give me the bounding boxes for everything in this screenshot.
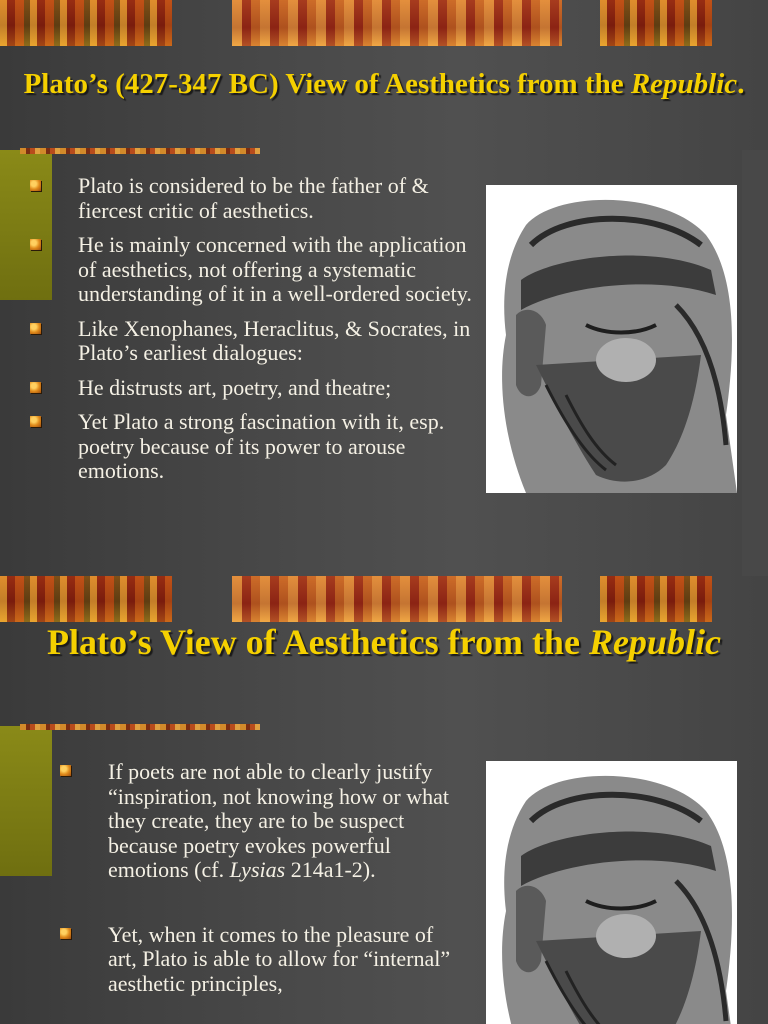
title-italic: Republic — [588, 622, 721, 662]
plato-bust-image — [486, 761, 737, 1024]
list-item — [28, 376, 478, 401]
decorative-banner-left — [0, 576, 172, 622]
list-item — [60, 923, 460, 997]
bullet-square-icon — [30, 239, 41, 250]
decorative-banner-right — [600, 576, 712, 622]
bullet-square-icon — [30, 416, 41, 427]
slide-1-title — [0, 66, 768, 102]
plato-bust-icon — [486, 185, 737, 493]
bullet-text-suffix: 214a1-2). — [285, 857, 376, 882]
decorative-banner-center — [232, 0, 562, 46]
title-text: Plato’s (427-347 BC) View of Aesthetics from the — [23, 68, 631, 100]
list-item — [28, 317, 478, 366]
title-divider — [20, 724, 260, 730]
list-item — [28, 233, 478, 307]
bullet-italic-text: Lysias — [229, 857, 286, 882]
bullet-square-icon — [30, 323, 41, 334]
slide-2-bullet-list — [60, 760, 460, 996]
bullet-square-icon — [60, 928, 71, 939]
bullet-text: Like Xenophanes, Heraclitus, & Socrates, in Plato’s earliest dialogues: — [78, 315, 471, 365]
bullet-text: Plato is considered to be the father of & fiercest critic of aesthetics. — [78, 173, 429, 223]
right-shade — [742, 150, 768, 576]
bullet-text: Yet Plato a strong fascination with it, esp. poetry because of its power to arouse emotions. — [78, 409, 445, 483]
decorative-banner-left — [0, 0, 172, 46]
bullet-square-icon — [60, 765, 71, 776]
sidebar-olive-strip — [0, 726, 52, 876]
list-item — [28, 174, 478, 223]
decorative-banner-center — [232, 576, 562, 622]
title-divider — [20, 148, 260, 154]
bullet-text: He is mainly concerned with the application of aesthetics, not offering a systematic understanding of it in a well-ordered society. — [78, 232, 472, 306]
list-item — [60, 760, 460, 883]
bullet-square-icon — [30, 382, 41, 393]
slide-2-title — [0, 620, 768, 665]
plato-bust-icon — [486, 761, 737, 1024]
bullet-text: Yet, when it comes to the pleasure of art, Plato is able to allow for “internal” aesthetic principles, — [108, 921, 451, 996]
slide-1-bullet-list — [28, 174, 478, 484]
title-text: Plato’s View of Aesthetics from the — [47, 622, 589, 662]
bullet-text: He distrusts art, poetry, and theatre; — [78, 374, 392, 400]
slide-2 — [0, 576, 768, 1024]
bullet-square-icon — [30, 180, 41, 191]
title-italic: Republic — [630, 68, 738, 100]
bullet-text: If poets are not able to clearly justify “inspiration, not knowing how or what they create, they are to be suspect because poetry evokes powerful emotions (cf. — [108, 759, 449, 882]
list-item — [28, 410, 478, 484]
plato-bust-image — [486, 185, 737, 493]
decorative-banner-right — [600, 0, 712, 46]
title-suffix: . — [737, 68, 745, 100]
